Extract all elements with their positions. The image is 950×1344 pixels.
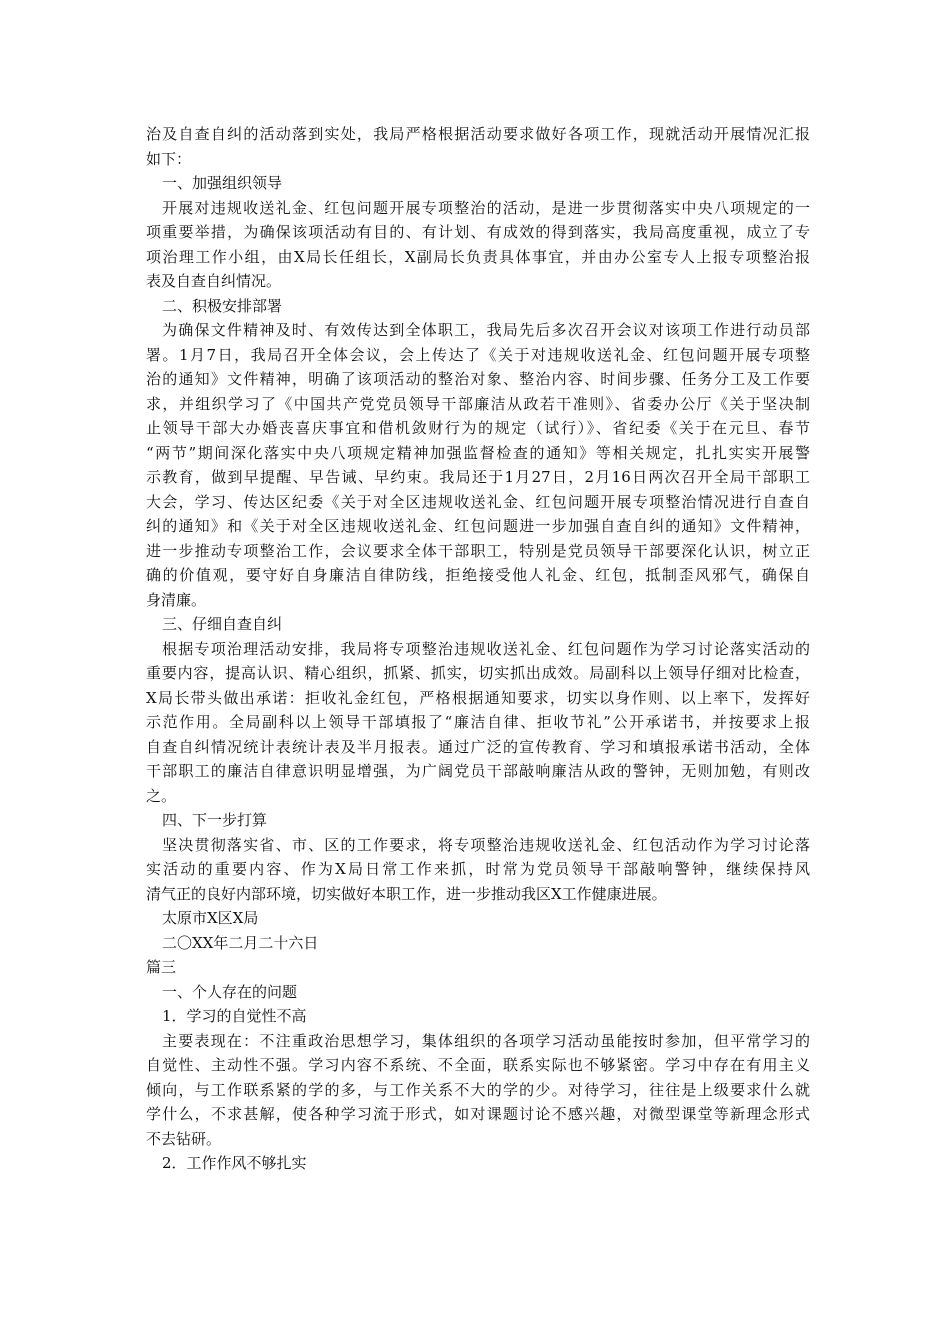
section-heading bbox=[146, 980, 810, 1005]
paragraph bbox=[146, 833, 810, 907]
text-line: 止领导干部大办婚丧喜庆事宜和借机敛财行为的规定（试行）》、省纪委《关于在元旦、春节 bbox=[146, 419, 810, 437]
text-line: “两节”期间深化落实中央八项规定精神加强监督检查的通知》等相关规定，扎扎实实开展警 bbox=[146, 443, 810, 462]
text-line: 一、个人存在的问题 bbox=[162, 982, 298, 1001]
text-line: 进一步推动专项整治工作，会议要求全体干部职工，特别是党员领导干部要深化认识，树立正 bbox=[146, 541, 810, 560]
text-line: 实活动的重要内容、作为X局日常工作来抓，时常为党员领导干部敲响警钟，继续保持风 bbox=[146, 860, 810, 878]
paragraph bbox=[146, 122, 810, 171]
text-line: 项重要举措，为确保该项活动有目的、有计划、有成效的得到落实，我局高度重视，成立了专 bbox=[146, 223, 810, 241]
section-heading bbox=[146, 931, 810, 956]
text-line: 主要表现在：不注重政治思想学习，集体组织的各项学习活动虽能按时参加，但平常学习的 bbox=[162, 1031, 810, 1050]
paragraph bbox=[146, 196, 810, 294]
text-line: 身清廉。 bbox=[146, 590, 207, 609]
text-line: 四、下一步打算 bbox=[162, 811, 268, 829]
text-line: 篇三 bbox=[146, 958, 177, 976]
text-line: 治的通知》文件精神，明确了该项活动的整治对象、整治内容、时间步骤、任务分工及工作要 bbox=[146, 370, 810, 388]
text-line: 不去钻研。 bbox=[146, 1129, 222, 1148]
text-line: 学什么，不求甚解，使各种学习流于形式，如对课题讨论不感兴趣，对微型课堂等新理念形式 bbox=[146, 1105, 810, 1123]
text-line: 倾向，与工作联系紧的学的多，与工作关系不大的学的少。对待学习，往往是上级要求什么就 bbox=[146, 1080, 810, 1099]
section-heading bbox=[146, 1004, 810, 1029]
paragraph bbox=[146, 1029, 810, 1152]
text-line: 治及自查自纠的活动落到实处，我局严格根据活动要求做好各项工作，现就活动开展情况汇报 bbox=[146, 125, 810, 143]
text-line: 大会，学习、传达区纪委《关于对全区违规收送礼金、红包问题开展专项整治情况进行自查自 bbox=[146, 492, 810, 511]
text-line: 如下： bbox=[146, 149, 192, 168]
text-line: 1．学习的自觉性不高 bbox=[162, 1007, 307, 1025]
text-line: 项治理工作小组，由X局长任组长，X副局长负责具体事宜，并由办公室专人上报专项整治报 bbox=[146, 247, 810, 266]
section-heading bbox=[146, 808, 810, 833]
section-heading bbox=[146, 906, 810, 931]
section-heading bbox=[146, 955, 810, 980]
text-line: 求，并组织学习了《中国共产党党员领导干部廉洁从政若干准则》、省委办公厅《关于坚决制 bbox=[146, 394, 810, 413]
text-line: 三、仔细自查自纠 bbox=[162, 615, 283, 633]
text-line: X局长带头做出承诺：拒收礼金红包，严格根据通知要求，切实以身作则、以上率下，发挥好 bbox=[146, 688, 810, 707]
text-line: 示范作用。全局副科以上领导干部填报了“廉洁自律、拒收节礼”公开承诺书，并按要求上报 bbox=[146, 713, 810, 731]
text-line: 署。1月7日，我局召开全体会议，会上传达了《关于对违规收送礼金、红包问题开展专项整 bbox=[146, 345, 810, 364]
text-line: 示教育，做到早提醒、早告诫、早约束。我局还于1月27日，2月16日两次召开全局干部职工 bbox=[146, 468, 810, 486]
paragraph bbox=[146, 318, 810, 612]
text-line: 纠的通知》和《关于对全区违规收送礼金、红包问题进一步加强自查自纠的通知》文件精神， bbox=[146, 517, 810, 535]
text-line: 重要内容，提高认识、精心组织，抓紧、抓实，切实抓出成效。局副科以上领导仔细对比检查， bbox=[146, 664, 810, 682]
text-line: 干部职工的廉洁自律意识明显增强，为广阔党员干部敲响廉洁从政的警钟，无则加勉，有则改 bbox=[146, 762, 810, 780]
text-line: 清气正的良好内部环境，切实做好本职工作，进一步推动我区X工作健康进展。 bbox=[146, 884, 667, 903]
text-line: 表及自查自纠情况。 bbox=[146, 272, 282, 290]
paragraph bbox=[146, 637, 810, 809]
text-line: 自觉性、主动性不强。学习内容不系统、不全面，联系实际也不够紧密。学习中存在有用主义 bbox=[146, 1056, 810, 1074]
section-heading bbox=[146, 1151, 810, 1176]
text-line: 一、加强组织领导 bbox=[162, 174, 283, 192]
text-line: 自查自纠情况统计表统计表及半月报表。通过广泛的宣传教育、学习和填报承诺书活动，全体 bbox=[146, 737, 810, 756]
section-heading bbox=[146, 294, 810, 319]
text-line: 根据专项治理活动安排，我局将专项整治违规收送礼金、红包问题作为学习讨论落实活动的 bbox=[162, 639, 810, 658]
text-line: 太原市X区X局 bbox=[162, 909, 259, 927]
section-heading bbox=[146, 612, 810, 637]
document-body bbox=[146, 122, 810, 1176]
text-line: 2．工作作风不够扎实 bbox=[162, 1154, 307, 1172]
section-heading bbox=[146, 171, 810, 196]
text-line: 二〇XX年二月二十六日 bbox=[162, 933, 319, 952]
text-line: 坚决贯彻落实省、市、区的工作要求，将专项整治违规收送礼金、红包活动作为学习讨论落 bbox=[162, 835, 810, 854]
text-line: 确的价值观，要守好自身廉洁自律防线，拒绝接受他人礼金、红包，抵制歪风邪气，确保自 bbox=[146, 566, 810, 584]
text-line: 开展对违规收送礼金、红包问题开展专项整治的活动，是进一步贯彻落实中央八项规定的一 bbox=[162, 198, 810, 217]
text-line: 之。 bbox=[146, 786, 177, 805]
text-line: 为确保文件精神及时、有效传达到全体职工，我局先后多次召开会议对该项工作进行动员部 bbox=[162, 321, 810, 339]
text-line: 二、积极安排部署 bbox=[162, 296, 283, 315]
